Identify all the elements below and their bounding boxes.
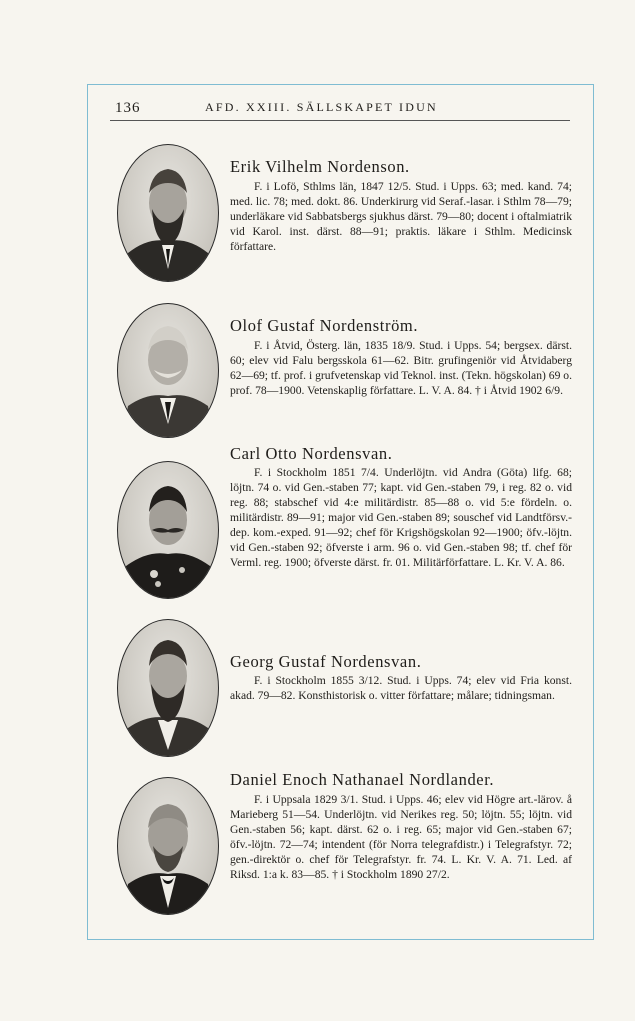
portrait-photo	[117, 144, 219, 282]
entry-biography: F. i Uppsala 1829 3/1. Stud. i Upps. 46; elev vid Högre art.-lärov. å Marieberg 51—54. Underlöjtn. vid Nerikes reg. 50; löjtn. 55; löjtn. vid Gen.-staben 56; kapt. därst. 62 o. i reg. 65; major vid Gen.-staben 67; öfv.-löjtn. 72—74; intendent (för Norra telegrafdistr.) i Telegrafstyr. 72; gen.-direktör o. chef för Telegrafstyr. fr. 74. L. Kr. V. A. 71. Led. af Riksd. 1:a k. 83—85. † i Stockholm 1890 27/2.	[230, 793, 572, 881]
running-head: AFD. XXIII. SÄLLSKAPET IDUN	[205, 100, 438, 114]
portrait-photo	[117, 303, 219, 438]
entry-name: Olof Gustaf Nordenström.	[230, 316, 419, 335]
page-header	[110, 98, 570, 121]
page-number: 136	[115, 100, 141, 116]
portrait-photo	[117, 777, 219, 915]
portrait-photo	[117, 619, 219, 757]
entry-biography: F. i Stockholm 1855 3/12. Stud. i Upps. 74; elev vid Fria konst. akad. 79—82. Konsthistorisk o. vitter författare; målare; tidningsman.	[230, 674, 572, 702]
portrait-photo	[117, 461, 219, 599]
entry-name: Carl Otto Nordensvan.	[230, 444, 393, 463]
entry-biography: F. i Lofö, Sthlms län, 1847 12/5. Stud. i Upps. 63; med. kand. 74; med. lic. 78; med. dokt. 86. Underkirurg vid Seraf.-lasar. i Sthlm 78—79; underläkare vid Sabbatsbergs sjukhus därst. 79—80; docent i oftalmiatrik vid Karol. inst. därst. 88—91; praktis. läkare i Sthlm. Medicinsk författare.	[230, 180, 572, 253]
entry-biography: F. i Åtvid, Österg. län, 1835 18/9. Stud. i Upps. 54; bergsex. därst. 60; elev vid Falu bergsskola 61—62. Bitr. grufingeniör vid Åtvidaberg 62—69; tf. prof. i grufvetenskap vid Teknol. inst. (Tekn. högskolan) 69 o. prof. 78—1900. Vetenskaplig författare. L. V. A. 84. † i Åtvid 1902 6/9.	[230, 339, 572, 397]
entry-name: Georg Gustaf Nordensvan.	[230, 652, 422, 671]
entry-name: Erik Vilhelm Nordenson.	[230, 157, 410, 176]
entry-biography: F. i Stockholm 1851 7/4. Underlöjtn. vid Andra (Göta) lifg. 68; löjtn. 74 o. vid Gen.-staben 77; kapt. vid Gen.-staben 79, i reg. 82 o. vid reg. 88; stabschef vid 4:e militärdistr. 85—88 o. vid 5:e fördeln. o. militärdistr. 89—91; major vid Gen.-staben 89; souschef vid Landtförsv.-dep. kom.-exped. 91—92; chef för Krigshögskolan 92—1900; öfv.-löjtn. vid Gen.-staben 92; öfverste i arm. 96 o. vid Gen.-staben 98; tf. chef för Verml. reg. 1900; öfverste därst. fr. 01. Militärförfattare. L. Kr. V. A. 86.	[230, 466, 572, 569]
entry-name: Daniel Enoch Nathanael Nordlander.	[230, 770, 495, 789]
